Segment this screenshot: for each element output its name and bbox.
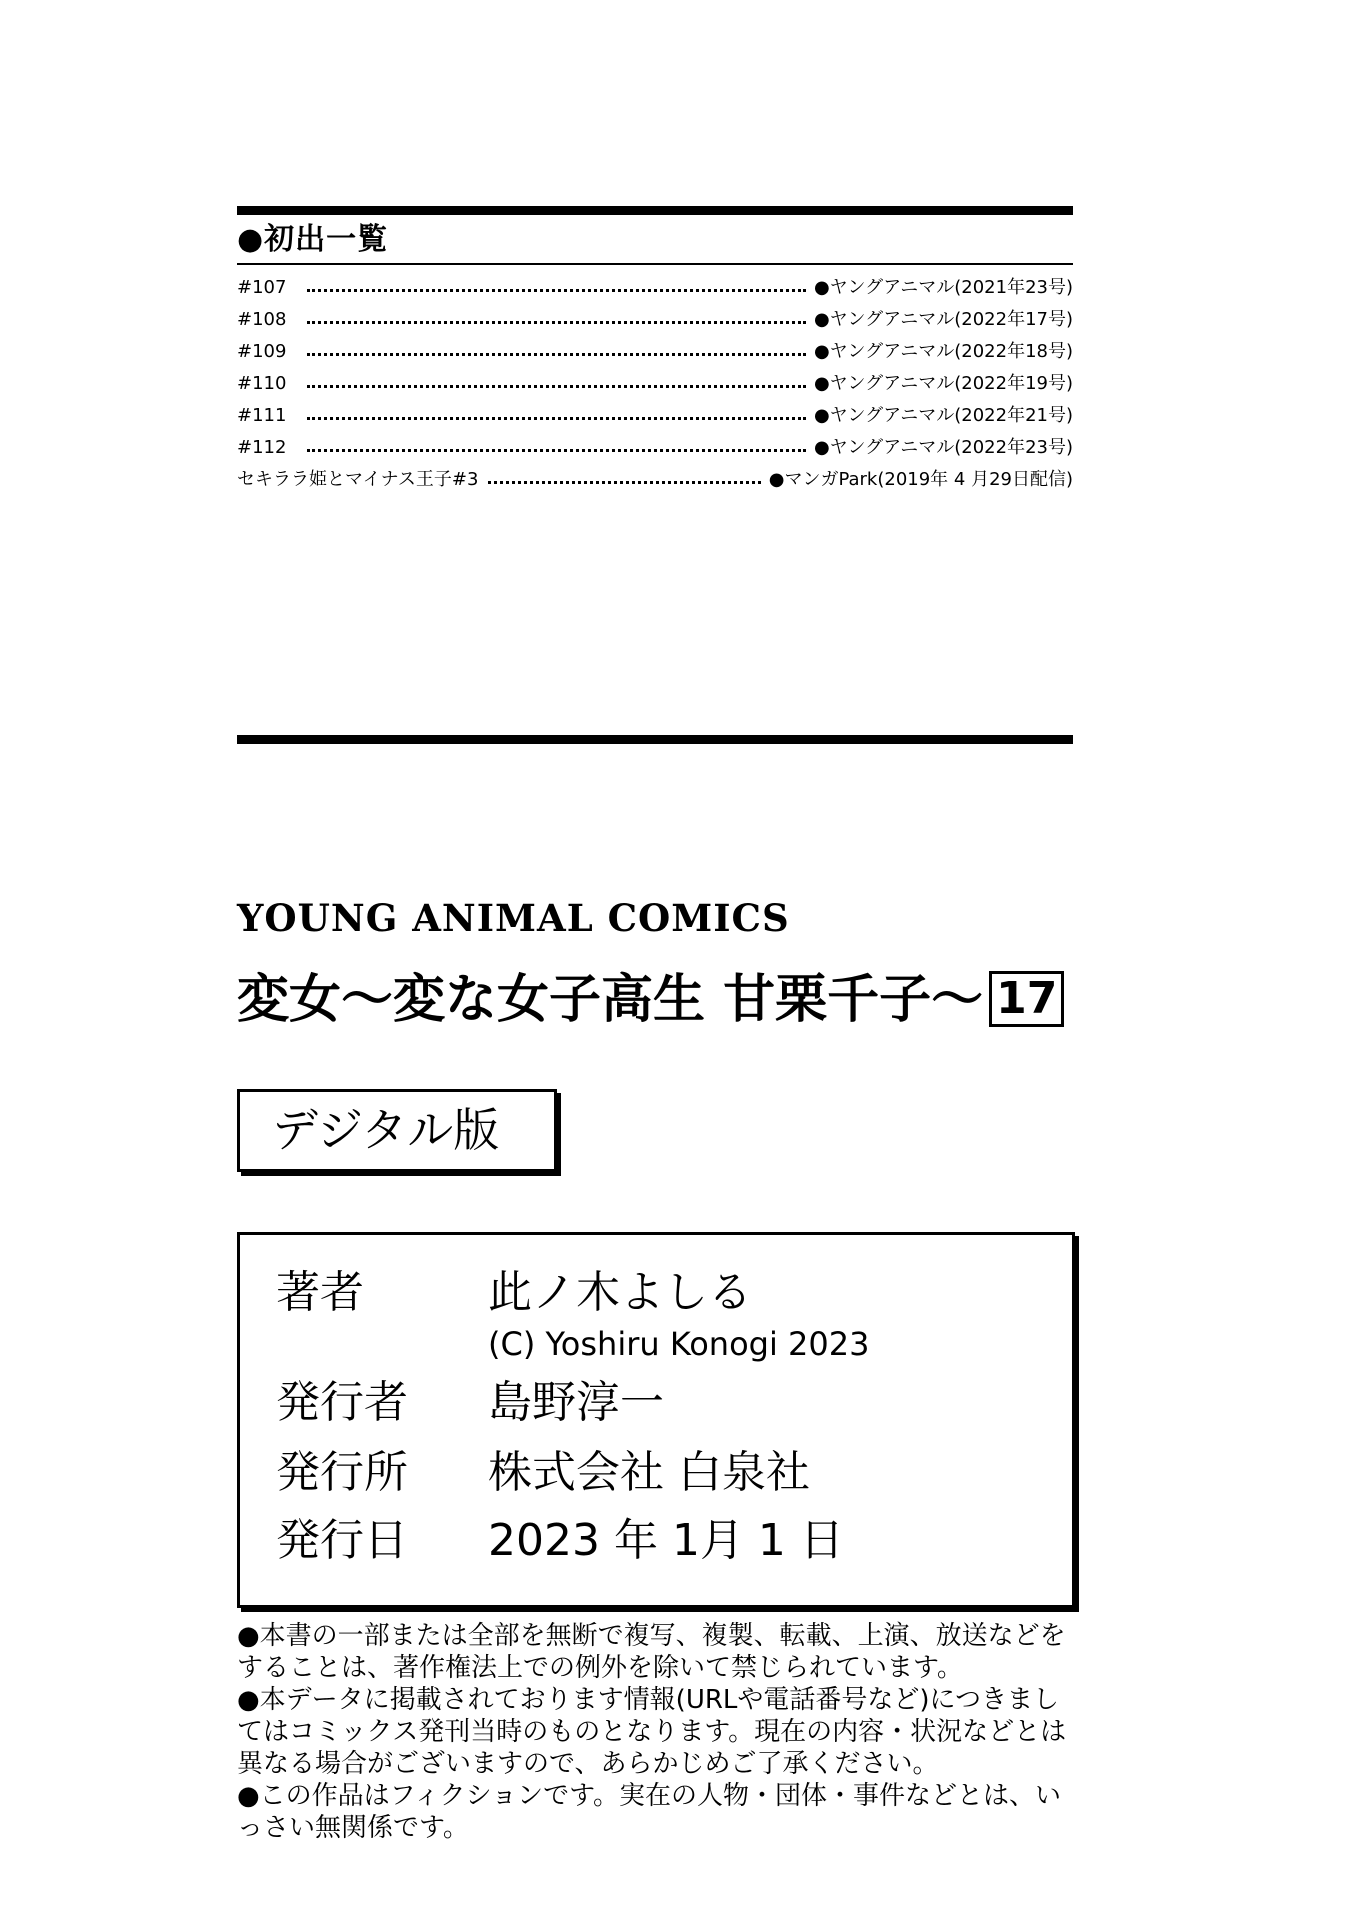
toc-row bbox=[237, 304, 1073, 336]
book-title bbox=[237, 968, 1064, 1032]
toc-leader-dots bbox=[307, 449, 806, 452]
colophon-box bbox=[237, 1232, 1075, 1608]
toc-entry-source: ●ヤングアニマル(2022年21号) bbox=[813, 405, 1073, 426]
toc-entry-label: #108 bbox=[237, 309, 287, 330]
publisher-value: 株式会社 白泉社 bbox=[488, 1447, 810, 1498]
toc-row bbox=[237, 464, 1073, 496]
toc-entry-label: #112 bbox=[237, 437, 287, 458]
toc-entry-source: ●ヤングアニマル(2022年19号) bbox=[813, 373, 1073, 394]
toc-entry-source: ●ヤングアニマル(2021年23号) bbox=[813, 277, 1073, 298]
toc-leader-dots bbox=[307, 289, 806, 292]
toc-row bbox=[237, 272, 1073, 304]
toc-title: ●初出一覧 bbox=[237, 222, 389, 257]
toc-entry-label: セキララ姫とマイナス王子#3 bbox=[237, 469, 479, 490]
edition-box bbox=[237, 1089, 557, 1172]
top-rule bbox=[237, 206, 1073, 215]
toc-leader-dots bbox=[307, 321, 806, 324]
copyright-line: (C) Yoshiru Konogi 2023 bbox=[488, 1325, 870, 1363]
date-label: 発行日 bbox=[276, 1515, 408, 1566]
toc-row bbox=[237, 336, 1073, 368]
toc-leader-dots bbox=[307, 353, 806, 356]
legal-notes bbox=[237, 1620, 1077, 1844]
toc-entry-label: #111 bbox=[237, 405, 287, 426]
toc-entry-label: #109 bbox=[237, 341, 287, 362]
edition-label: デジタル版 bbox=[272, 1103, 500, 1157]
toc-entry-source: ●ヤングアニマル(2022年17号) bbox=[813, 309, 1073, 330]
toc-row bbox=[237, 400, 1073, 432]
toc-leader-dots bbox=[307, 417, 806, 420]
colophon-issuer-row bbox=[276, 1375, 664, 1431]
author-value: 此ノ木よしる bbox=[488, 1267, 752, 1318]
toc-entry-source: ●マンガPark(2019年 4 月29日配信) bbox=[768, 469, 1073, 490]
note-copyright: ●本書の一部または全部を無断で複写、複製、転載、上演、放送などをすることは、著作権法上での例外を除いて禁じられています。 bbox=[237, 1621, 1066, 1683]
toc-entry-source: ●ヤングアニマル(2022年18号) bbox=[813, 341, 1073, 362]
toc-entry-source: ●ヤングアニマル(2022年23号) bbox=[813, 437, 1073, 458]
series-name: YOUNG ANIMAL COMICS bbox=[237, 896, 790, 940]
toc-row bbox=[237, 368, 1073, 400]
publisher-label: 発行所 bbox=[276, 1447, 408, 1498]
toc-list bbox=[237, 272, 1073, 496]
issuer-value: 島野淳一 bbox=[488, 1377, 664, 1428]
book-title-text: 変女〜変な女子高生 甘栗千子〜 bbox=[237, 970, 984, 1030]
colophon-date-row bbox=[276, 1513, 844, 1569]
toc-leader-dots bbox=[488, 481, 760, 484]
colophon-publisher-row bbox=[276, 1445, 810, 1501]
author-label: 著者 bbox=[276, 1267, 364, 1318]
toc-entry-label: #107 bbox=[237, 277, 287, 298]
toc-divider bbox=[237, 263, 1073, 265]
note-data-info: ●本データに掲載されております情報(URLや電話番号など)につきましてはコミックス発刊当時のものとなります。現在の内容・状況などとは異なる場合がございますので、あらかじめご了承ください。 bbox=[237, 1685, 1067, 1779]
issuer-label: 発行者 bbox=[276, 1377, 408, 1428]
colophon-author-row bbox=[276, 1265, 752, 1321]
toc-entry-label: #110 bbox=[237, 373, 287, 394]
toc-leader-dots bbox=[307, 385, 806, 388]
volume-number-badge: 17 bbox=[989, 971, 1064, 1027]
date-value: 2023 年 1月 1 日 bbox=[488, 1515, 844, 1566]
middle-rule bbox=[237, 735, 1073, 744]
toc-row bbox=[237, 432, 1073, 464]
note-fiction: ●この作品はフィクションです。実在の人物・団体・事件などとは、いっさい無関係です。 bbox=[237, 1781, 1062, 1843]
